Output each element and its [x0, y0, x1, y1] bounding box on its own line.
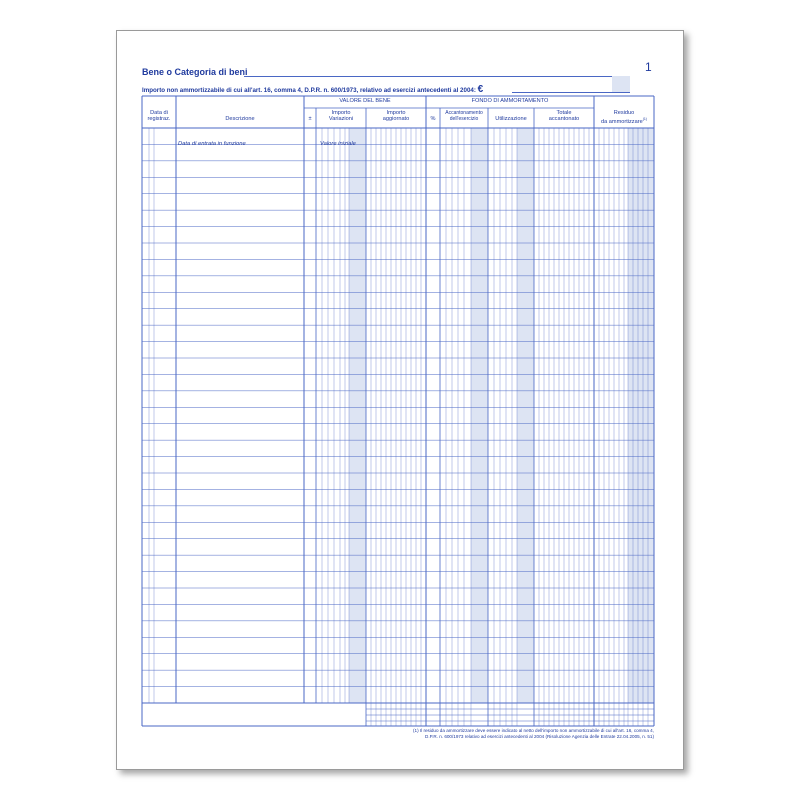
header-segno: ±: [308, 116, 312, 122]
first-row-descrizione: Data di entrata in funzione: [178, 141, 246, 147]
header-percent: %: [430, 116, 436, 122]
header-importo-variazioni: Importo Variazioni: [328, 110, 354, 122]
group-valore-del-bene: VALORE DEL BENE: [339, 98, 391, 104]
importo-label: Importo non ammortizzabile di cui all'art. 16, comma 4, D.P.R. n. 600/1973, relativo ad esercizi antecedenti al 2004: €: [142, 84, 484, 95]
shaded-column: [349, 128, 366, 703]
header-residuo: Residuo da ammortizzare$^{(1)}$: [601, 110, 647, 125]
header-utilizzazione: Utilizzazione: [495, 116, 527, 122]
footnote: (1) Il residuo da ammortizzare deve essere indicato al netto dell'importo non ammortizzabile di cui all'art. 16, comma 4, D.P.R. n. 600/1973 relativo ad esercizi antecedenti al 2004 (Risoluzione Agenzia delle Entrate 22.04.2005, n. 51): [413, 728, 654, 739]
shaded-column: [471, 128, 488, 703]
form-title: Bene o Categoria di beni: [142, 67, 248, 77]
shaded-column: [517, 128, 534, 703]
shaded-column: [628, 128, 654, 703]
column-lines: [142, 96, 654, 726]
header-data-registrazione: Data di registraz.: [147, 110, 171, 122]
header-accantonamento: Accantonamento dell'esercizio: [445, 110, 483, 122]
header-importo-aggiornato: Importo aggiornato: [382, 110, 410, 122]
header-descrizione: Descrizione: [225, 116, 255, 122]
header-totale-accantonato: Totale accantonato: [548, 110, 580, 122]
page-number: 1: [645, 60, 652, 74]
group-fondo-ammortamento: FONDO DI AMMORTAMENTO: [471, 98, 549, 104]
shaded-columns: [349, 128, 654, 703]
euro-symbol: €: [477, 84, 484, 95]
row-lines: [142, 96, 654, 726]
first-row-variazioni: Valore iniziale: [320, 141, 356, 147]
